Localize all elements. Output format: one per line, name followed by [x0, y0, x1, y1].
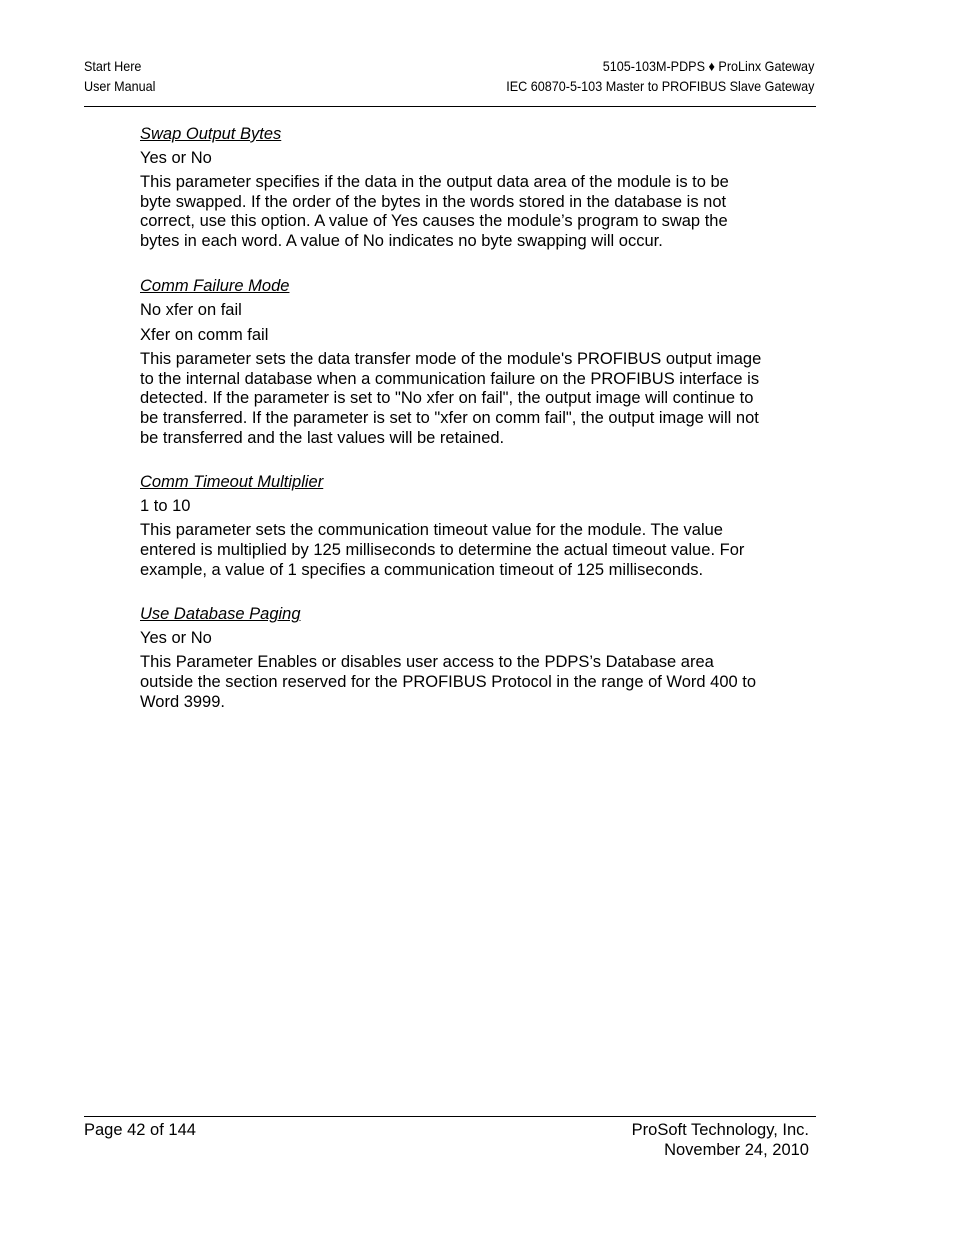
parameter-title: Use Database Paging	[140, 605, 301, 624]
footer-right	[632, 1120, 809, 1160]
parameter-option: No xfer on fail	[140, 300, 242, 319]
parameter-section-use-database-paging	[140, 604, 762, 712]
parameter-description: This Parameter Enables or disables user access to the PDPS’s Database area outside the section reserved for the PROFIBUS Protocol in the range of Word 400 to Word 3999.	[140, 653, 757, 711]
parameter-section-swap-output-bytes	[140, 124, 762, 252]
parameter-option: 1 to 10	[140, 497, 191, 516]
parameter-title: Comm Timeout Multiplier	[140, 473, 324, 492]
header-right	[506, 57, 814, 96]
header-product-name: 5105-103M-PDPS ♦ ProLinx Gateway	[602, 58, 814, 74]
parameter-section-comm-failure-mode	[140, 276, 762, 449]
parameter-title: Comm Failure Mode	[140, 276, 290, 295]
parameter-option: Yes or No	[140, 629, 212, 648]
parameter-option: Yes or No	[140, 149, 212, 167]
publication-date: November 24, 2010	[664, 1141, 809, 1159]
page-header	[84, 57, 816, 107]
parameter-option: Xfer on comm fail	[140, 325, 269, 344]
document-body	[140, 124, 762, 737]
header-left	[84, 57, 155, 96]
parameter-title: Swap Output Bytes	[140, 125, 282, 143]
header-document-type: User Manual	[84, 77, 156, 94]
header-section-name: Start Here	[84, 58, 142, 74]
parameter-description: This parameter specifies if the data in the output data area of the module is to be byte swapped. If the order of the bytes in the words stored in the database is not correct, use this option. A value of Yes causes the module’s program to swap the bytes in each word. A value of No indicates no byte swapping will occur.	[140, 173, 729, 251]
header-product-description: IEC 60870-5-103 Master to PROFIBUS Slave Gateway	[505, 77, 814, 94]
page-number: Page 42 of 144	[84, 1121, 196, 1139]
page-footer	[84, 1116, 816, 1159]
company-name: ProSoft Technology, Inc.	[631, 1121, 809, 1139]
parameter-section-comm-timeout-multiplier	[140, 472, 762, 580]
parameter-description: This parameter sets the data transfer mode of the module's PROFIBUS output image to the internal database when a communication failure on the PROFIBUS interface is detected. If the parameter is set to "No xfer on fail", the output image will continue to be transferred. If the parameter is set to "xfer on comm fail", the output image will not be transferred and the last values will be retained.	[140, 349, 762, 447]
parameter-description: This parameter sets the communication timeout value for the module. The value entered is multiplied by 125 milliseconds to determine the actual timeout value. For example, a value of 1 specifies a communication timeout of 125 milliseconds.	[140, 521, 745, 579]
